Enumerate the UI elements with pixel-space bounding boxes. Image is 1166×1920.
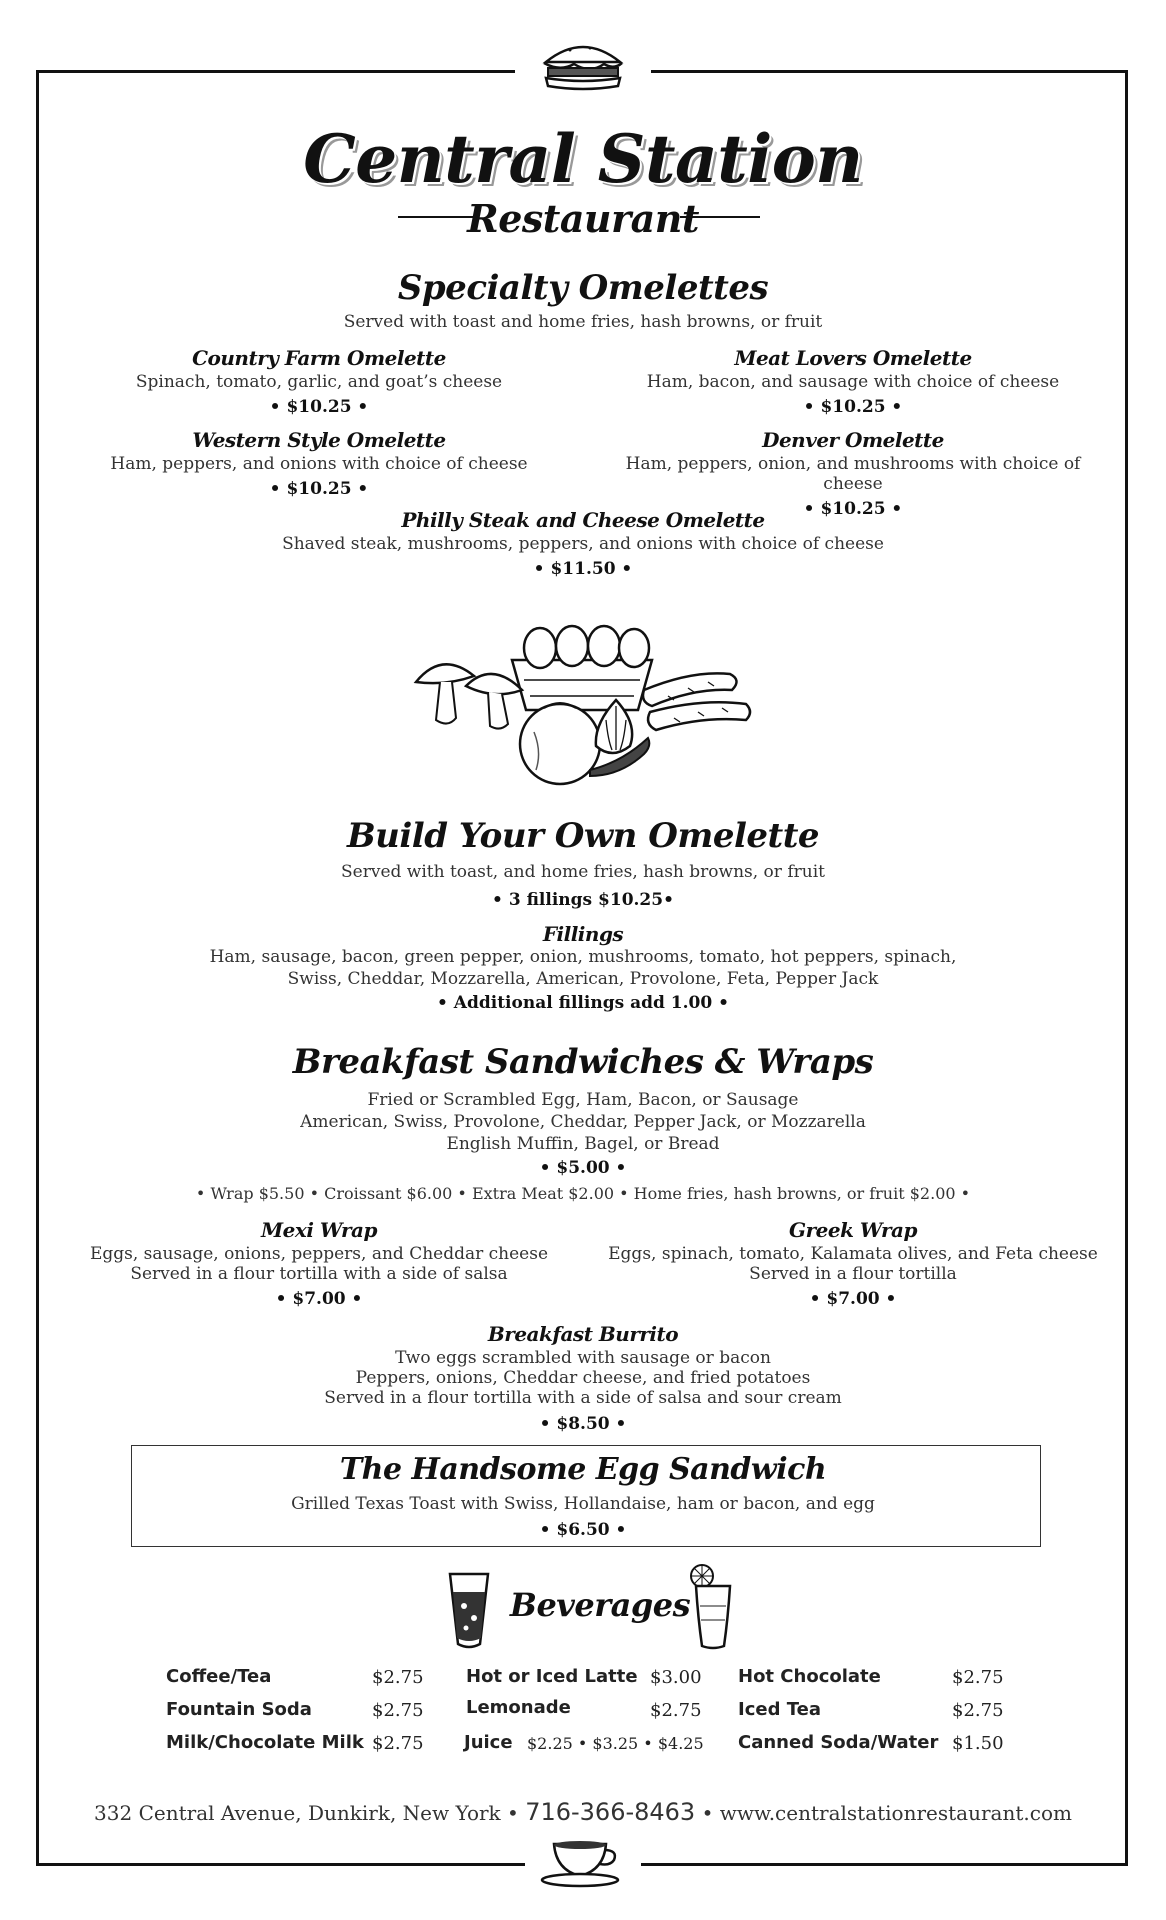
item-desc-2: Served in a flour tortilla [749, 1264, 957, 1284]
item-name: Philly Steak and Cheese Omelette [401, 508, 765, 532]
bev-coffee-tea: Coffee/Tea [166, 1666, 272, 1687]
item-desc-1: Eggs, sausage, onions, peppers, and Cheddar cheese [89, 1244, 549, 1264]
item-name: Greek Wrap [789, 1218, 917, 1242]
item-desc-2: Served in a flour tortilla with a side of salsa [130, 1264, 508, 1284]
item-price: • $10.25 • [803, 499, 903, 519]
item-name: Country Farm Omelette [192, 346, 446, 370]
item-name: Western Style Omelette [192, 428, 446, 452]
bev-price: $2.75 [650, 1700, 702, 1721]
menu-item-western [84, 428, 554, 499]
footer [0, 1798, 1166, 1826]
menu-item-denver [598, 428, 1108, 519]
item-desc: Spinach, tomato, garlic, and goat’s cheese [135, 372, 503, 392]
item-name: Breakfast Burrito [487, 1322, 679, 1346]
bev-juice: Juice [464, 1732, 513, 1753]
bev-price: $2.75 [952, 1667, 1004, 1688]
build-heading: Build Your Own Omelette [346, 816, 820, 856]
sandwiches-price: • $5.00 • [539, 1158, 627, 1178]
ingredients-illustration [412, 620, 772, 790]
specialty-heading: Specialty Omelettes [397, 268, 769, 308]
specialty-note: Served with toast and home fries, hash browns, or fruit [343, 312, 823, 332]
menu-item-mexi-wrap [84, 1218, 554, 1309]
item-name: Meat Lovers Omelette [734, 346, 972, 370]
item-desc-3: Served in a flour tortilla with a side of salsa and sour cream [324, 1388, 842, 1408]
build-price: • 3 fillings $10.25• [492, 890, 674, 910]
bev-milk: Milk/Chocolate Milk [166, 1732, 364, 1753]
featured-price: • $6.50 • [539, 1520, 627, 1540]
restaurant-subtitle: Restaurant [467, 196, 699, 241]
menu-item-philly [0, 508, 1166, 579]
beverages-heading: Beverages [509, 1586, 691, 1624]
bev-latte: Hot or Iced Latte [466, 1666, 638, 1687]
bev-price: $2.75 [372, 1700, 424, 1721]
sandwiches-heading: Breakfast Sandwiches & Wraps [292, 1042, 874, 1082]
item-desc-1: Eggs, spinach, tomato, Kalamata olives, and Feta cheese [608, 1244, 1098, 1264]
item-desc-1: Two eggs scrambled with sausage or bacon [395, 1348, 771, 1368]
bev-price: $1.50 [952, 1733, 1004, 1754]
fillings-line-1: Ham, sausage, bacon, green pepper, onion, mushrooms, tomato, hot peppers, spinach, [209, 947, 957, 967]
item-name: Mexi Wrap [261, 1218, 377, 1242]
bev-canned-soda: Canned Soda/Water [738, 1732, 939, 1753]
item-price: • $10.25 • [269, 479, 369, 499]
menu-item-country-farm [84, 346, 554, 417]
item-desc: Shaved steak, mushrooms, peppers, and onions with choice of cheese [282, 534, 884, 554]
item-price: • $7.00 • [275, 1289, 363, 1309]
bev-lemonade: Lemonade [466, 1697, 571, 1718]
sandwiches-extras: • Wrap $5.50 • Croissant $6.00 • Extra Meat $2.00 • Home fries, hash browns, or fruit $2.00 • [195, 1184, 971, 1203]
bev-price: $2.75 [372, 1667, 424, 1688]
sandwiches-line-3: English Muffin, Bagel, or Bread [446, 1134, 720, 1154]
featured-desc: Grilled Texas Toast with Swiss, Hollandaise, ham or bacon, and egg [291, 1494, 875, 1514]
footer-separator: • [507, 1801, 526, 1825]
item-desc: Ham, peppers, and onions with choice of cheese [110, 454, 528, 474]
item-price: • $8.50 • [539, 1414, 627, 1434]
footer-separator: • [701, 1801, 720, 1825]
footer-phone: 716-366-8463 [525, 1798, 696, 1826]
fillings-line-2: Swiss, Cheddar, Mozzarella, American, Provolone, Feta, Pepper Jack [287, 969, 879, 989]
coffee-cup-icon [540, 1838, 626, 1888]
sandwiches-line-1: Fried or Scrambled Egg, Ham, Bacon, or Sausage [367, 1090, 799, 1110]
lemonade-glass-icon [686, 1562, 736, 1652]
bev-price: $2.75 [372, 1733, 424, 1754]
bev-price: $2.25 • $3.25 • $4.25 [527, 1734, 704, 1753]
build-note: Served with toast, and home fries, hash browns, or fruit [341, 862, 825, 882]
item-desc-2: Peppers, onions, Cheddar cheese, and fried potatoes [355, 1368, 811, 1388]
restaurant-title: Central Station [303, 120, 863, 198]
bev-iced-tea: Iced Tea [738, 1699, 821, 1720]
menu-item-meat-lovers [598, 346, 1108, 417]
featured-heading: The Handsome Egg Sandwich [339, 1452, 827, 1487]
bev-price: $3.00 [650, 1667, 702, 1688]
fillings-heading: Fillings [542, 922, 624, 946]
footer-website: www.centralstationrestaurant.com [719, 1801, 1072, 1825]
item-desc: Ham, bacon, and sausage with choice of cheese [646, 372, 1060, 392]
item-desc: Ham, peppers, onion, and mushrooms with choice of cheese [625, 454, 1081, 494]
menu-item-greek-wrap [598, 1218, 1108, 1309]
additional-fillings: • Additional fillings add 1.00 • [437, 993, 729, 1013]
footer-address: 332 Central Avenue, Dunkirk, New York [94, 1801, 501, 1825]
item-price: • $7.00 • [809, 1289, 897, 1309]
soda-glass-icon [446, 1570, 492, 1652]
item-price: • $10.25 • [269, 397, 369, 417]
sandwich-icon [540, 36, 626, 94]
item-name: Denver Omelette [762, 428, 944, 452]
bev-fountain-soda: Fountain Soda [166, 1699, 312, 1720]
menu-item-breakfast-burrito [0, 1322, 1166, 1434]
item-price: • $10.25 • [803, 397, 903, 417]
item-price: • $11.50 • [533, 559, 633, 579]
sandwiches-line-2: American, Swiss, Provolone, Cheddar, Pepper Jack, or Mozzarella [300, 1112, 866, 1132]
bev-price: $2.75 [952, 1700, 1004, 1721]
bev-hot-chocolate: Hot Chocolate [738, 1666, 881, 1687]
